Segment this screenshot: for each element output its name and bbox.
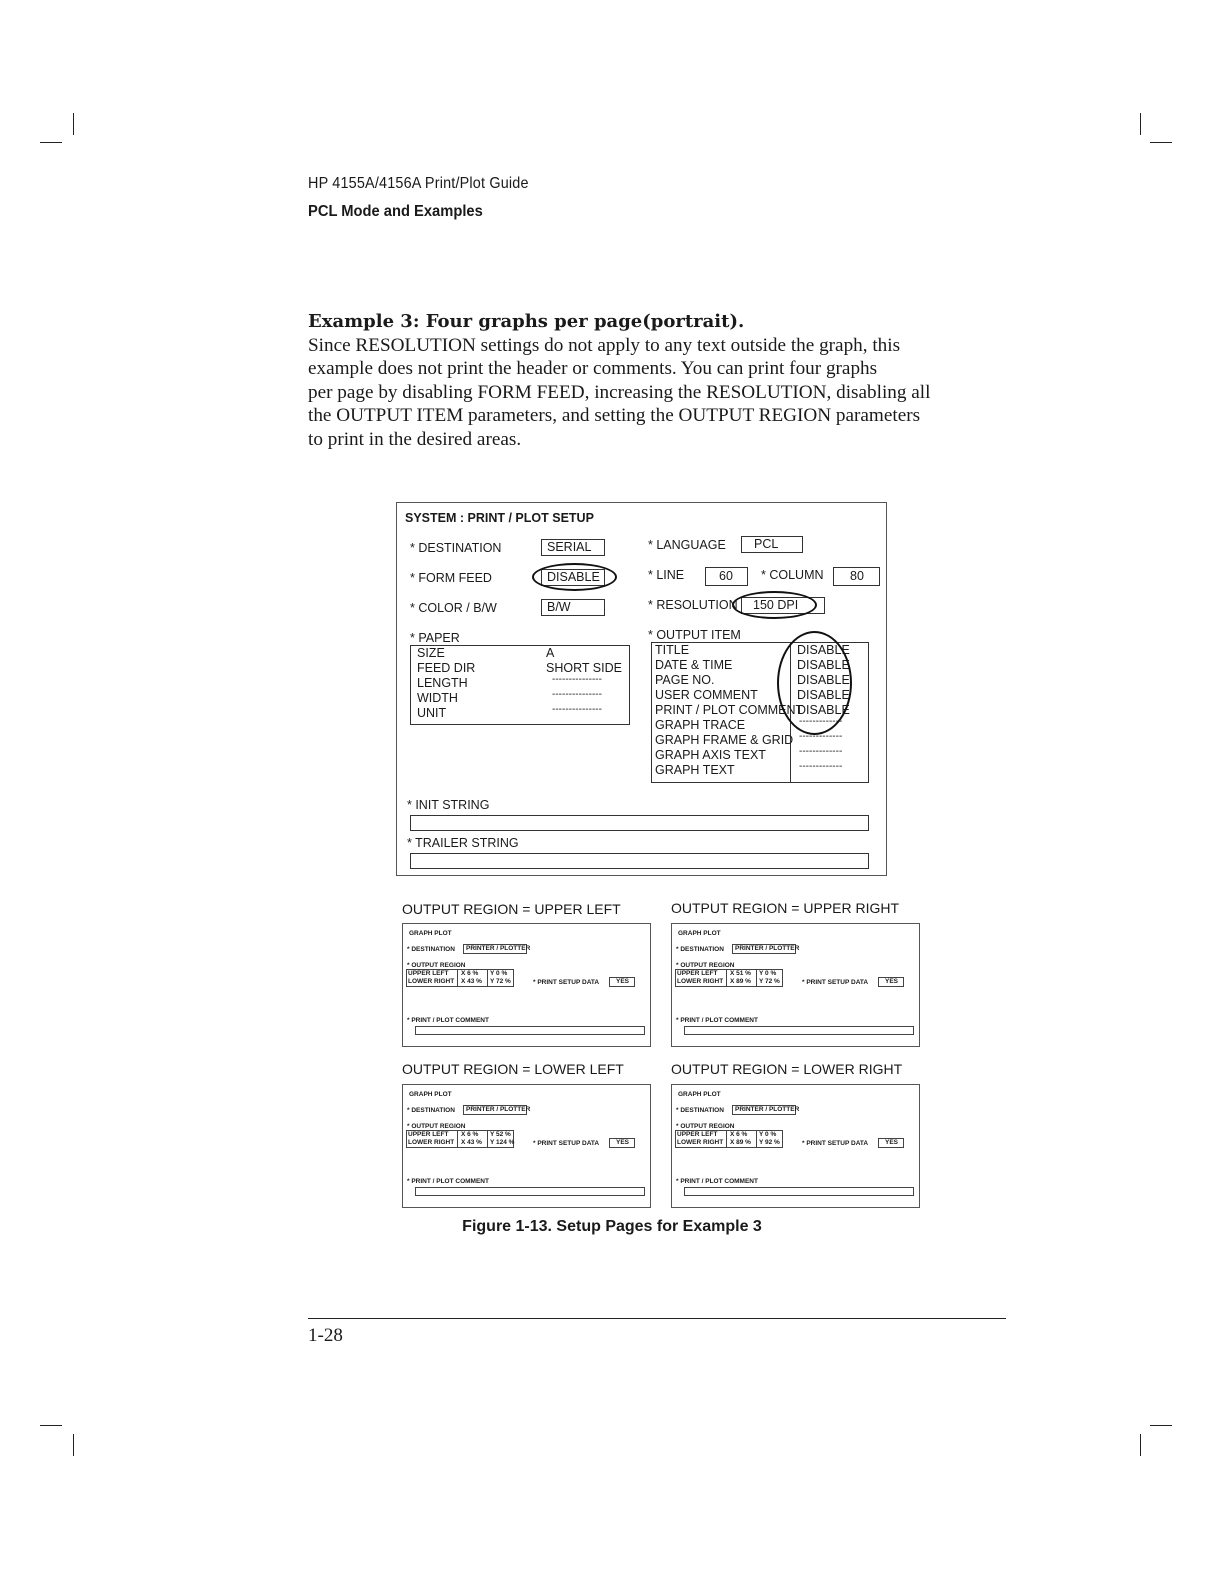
region-screen-lower-right [671,1084,920,1208]
setup-data-label: * PRINT SETUP DATA [802,979,869,986]
upper-left-y[interactable]: Y 0 % [759,1131,777,1138]
paper-row-name: UNIT [417,706,447,720]
comment-field[interactable] [415,1187,645,1196]
color-field[interactable]: B/W [541,599,605,616]
setup-data-field[interactable]: YES [609,977,635,987]
destination-label: * DESTINATION [407,946,455,953]
comment-label: * PRINT / PLOT COMMENT [407,1178,489,1185]
paper-label: * PAPER [410,631,460,645]
destination-label: * DESTINATION [676,1107,724,1114]
figure-caption: Figure 1-13. Setup Pages for Example 3 [462,1218,762,1235]
output-item-name: USER COMMENT [655,688,758,702]
upper-left-label: UPPER LEFT [677,1131,718,1138]
lower-right-y[interactable]: Y 72 % [759,978,780,985]
region-title-lower-right: OUTPUT REGION = LOWER RIGHT [671,1061,903,1077]
output-region-divider [726,969,727,987]
region-title-upper-right: OUTPUT REGION = UPPER RIGHT [671,900,900,916]
output-region-label: * OUTPUT REGION [407,1123,466,1130]
output-item-value[interactable]: ------------- [799,731,843,742]
paper-row-name: FEED DIR [417,661,476,675]
form-feed-highlight [532,563,617,591]
language-field[interactable]: PCL [741,536,803,553]
page-number: 1-28 [308,1325,343,1346]
language-label: * LANGUAGE [648,538,726,552]
crop-mark-bottom-right-v [1140,1434,1141,1456]
section-title: PCL Mode and Examples [308,203,483,220]
resolution-highlight [732,591,817,619]
paper-row-name: SIZE [417,646,445,660]
body-line: per page by disabling FORM FEED, increasing the RESOLUTION, disabling all [308,381,931,403]
output-item-name: GRAPH TEXT [655,763,735,777]
line-label: * LINE [648,568,685,582]
setup-data-field[interactable]: YES [878,977,904,987]
region-title-upper-left: OUTPUT REGION = UPPER LEFT [402,901,621,917]
output-region-label: * OUTPUT REGION [407,962,466,969]
trailer-string-label: * TRAILER STRING [407,836,519,850]
upper-left-label: UPPER LEFT [677,970,718,977]
region-screen-lower-left [402,1084,651,1208]
footer-rule [308,1318,1006,1319]
setup-data-field[interactable]: YES [609,1138,635,1148]
region-title-lower-left: OUTPUT REGION = LOWER LEFT [402,1061,624,1077]
example-title: Example 3: Four graphs per page(portrait). [308,311,745,332]
destination-field[interactable]: SERIAL [541,539,605,556]
resolution-label: * RESOLUTION [648,598,738,612]
init-string-field[interactable] [410,815,869,831]
upper-left-y[interactable]: Y 0 % [759,970,777,977]
crop-mark-bottom-left-h [40,1425,62,1426]
output-region-divider [726,1130,727,1148]
line-field[interactable]: 60 [705,567,748,586]
body-line: the OUTPUT ITEM parameters, and setting the OUTPUT REGION parameters [308,405,921,427]
paper-row-name: WIDTH [417,691,458,705]
column-field[interactable]: 80 [833,567,880,586]
crop-mark-top-right-v [1140,113,1141,135]
lower-right-y[interactable]: Y 92 % [759,1139,780,1146]
destination-label: * DESTINATION [407,1107,455,1114]
upper-left-y[interactable]: Y 52 % [490,1131,511,1138]
output-region-label: * OUTPUT REGION [676,962,735,969]
destination-field[interactable]: PRINTER / PLOTTER [463,944,527,954]
body-line: to print in the desired areas. [308,428,522,450]
lower-right-label: LOWER RIGHT [408,978,455,985]
destination-label: * DESTINATION [676,946,724,953]
output-item-value[interactable]: ------------- [799,716,843,727]
lower-right-x[interactable]: X 43 % [461,1139,482,1146]
comment-field[interactable] [684,1026,914,1035]
output-item-value[interactable]: DISABLE [797,658,850,672]
form-feed-field[interactable]: DISABLE [541,569,605,586]
setup-data-label: * PRINT SETUP DATA [802,1140,869,1147]
output-item-value[interactable]: ------------- [799,746,843,757]
upper-left-x[interactable]: X 51 % [730,970,751,977]
upper-left-x[interactable]: X 6 % [461,970,479,977]
trailer-string-field[interactable] [410,853,869,869]
body-line: Since RESOLUTION settings do not apply to any text outside the graph, this [308,335,901,356]
column-label: * COLUMN [761,568,824,582]
setup-screen-title: SYSTEM : PRINT / PLOT SETUP [405,511,594,525]
lower-right-label: LOWER RIGHT [677,978,724,985]
guide-title: HP 4155A/4156A Print/Plot Guide [308,175,529,192]
output-item-value[interactable]: DISABLE [797,688,850,702]
graph-plot-label: GRAPH PLOT [409,1091,452,1098]
color-label: * COLOR / B/W [410,601,497,615]
output-item-value[interactable]: DISABLE [797,643,850,657]
output-item-value[interactable]: DISABLE [797,703,850,717]
destination-label: * DESTINATION [410,541,502,555]
output-item-value[interactable]: DISABLE [797,673,850,687]
comment-label: * PRINT / PLOT COMMENT [676,1017,758,1024]
upper-left-x[interactable]: X 6 % [730,1131,748,1138]
output-item-name: PAGE NO. [655,673,715,687]
output-region-divider [487,1130,488,1148]
crop-mark-bottom-right-h [1150,1425,1172,1426]
paper-row-value[interactable]: --------------- [552,674,602,685]
comment-field[interactable] [684,1187,914,1196]
graph-plot-label: GRAPH PLOT [678,1091,721,1098]
upper-left-x[interactable]: X 6 % [461,1131,479,1138]
crop-mark-top-right-h [1150,142,1172,143]
example-body [308,334,1008,451]
comment-field[interactable] [415,1026,645,1035]
paper-row-value[interactable]: --------------- [552,704,602,715]
output-item-highlight [777,631,852,735]
crop-mark-top-left-v [73,113,74,135]
comment-label: * PRINT / PLOT COMMENT [676,1178,758,1185]
setup-data-field[interactable]: YES [878,1138,904,1148]
region-screen-upper-left [402,923,651,1047]
paper-row-value[interactable]: --------------- [552,689,602,700]
lower-right-label: LOWER RIGHT [677,1139,724,1146]
output-item-value[interactable]: ------------- [799,761,843,772]
output-region-divider [457,1130,458,1148]
output-item-name: TITLE [655,643,690,657]
setup-data-label: * PRINT SETUP DATA [533,1140,600,1147]
paper-row-value[interactable]: SHORT SIDE [546,661,622,675]
output-item-name: GRAPH AXIS TEXT [655,748,766,762]
paper-row-value[interactable]: A [546,646,555,660]
destination-field[interactable]: PRINTER / PLOTTER [463,1105,527,1115]
resolution-field[interactable]: 150 DPI [741,597,825,614]
setup-data-label: * PRINT SETUP DATA [533,979,600,986]
init-string-label: * INIT STRING [407,798,490,812]
output-region-label: * OUTPUT REGION [676,1123,735,1130]
region-screen-upper-right [671,923,920,1047]
output-item-name: GRAPH TRACE [655,718,746,732]
graph-plot-label: GRAPH PLOT [409,930,452,937]
upper-left-label: UPPER LEFT [408,970,449,977]
destination-field[interactable]: PRINTER / PLOTTER [732,944,796,954]
form-feed-label: * FORM FEED [410,571,492,585]
destination-field[interactable]: PRINTER / PLOTTER [732,1105,796,1115]
output-item-name: DATE & TIME [655,658,733,672]
paper-row-name: LENGTH [417,676,468,690]
output-item-label: * OUTPUT ITEM [648,628,741,642]
output-region-divider [756,969,757,987]
output-item-name: GRAPH FRAME & GRID [655,733,794,747]
upper-left-y[interactable]: Y 0 % [490,970,508,977]
upper-left-label: UPPER LEFT [408,1131,449,1138]
lower-right-label: LOWER RIGHT [408,1139,455,1146]
output-region-divider [756,1130,757,1148]
lower-right-x[interactable]: X 89 % [730,1139,751,1146]
lower-right-y[interactable]: Y 72 % [490,978,511,985]
crop-mark-top-left-h [40,142,62,143]
comment-label: * PRINT / PLOT COMMENT [407,1017,489,1024]
graph-plot-label: GRAPH PLOT [678,930,721,937]
setup-screen [396,502,887,876]
output-item-name: PRINT / PLOT COMMENT [655,703,804,717]
lower-right-x[interactable]: X 43 % [461,978,482,985]
crop-mark-bottom-left-v [73,1434,74,1456]
output-region-divider [457,969,458,987]
body-line: example does not print the header or comments. You can print four graphs [308,358,878,380]
lower-right-x[interactable]: X 89 % [730,978,751,985]
output-region-divider [487,969,488,987]
lower-right-y[interactable]: Y 124 % [490,1139,515,1146]
